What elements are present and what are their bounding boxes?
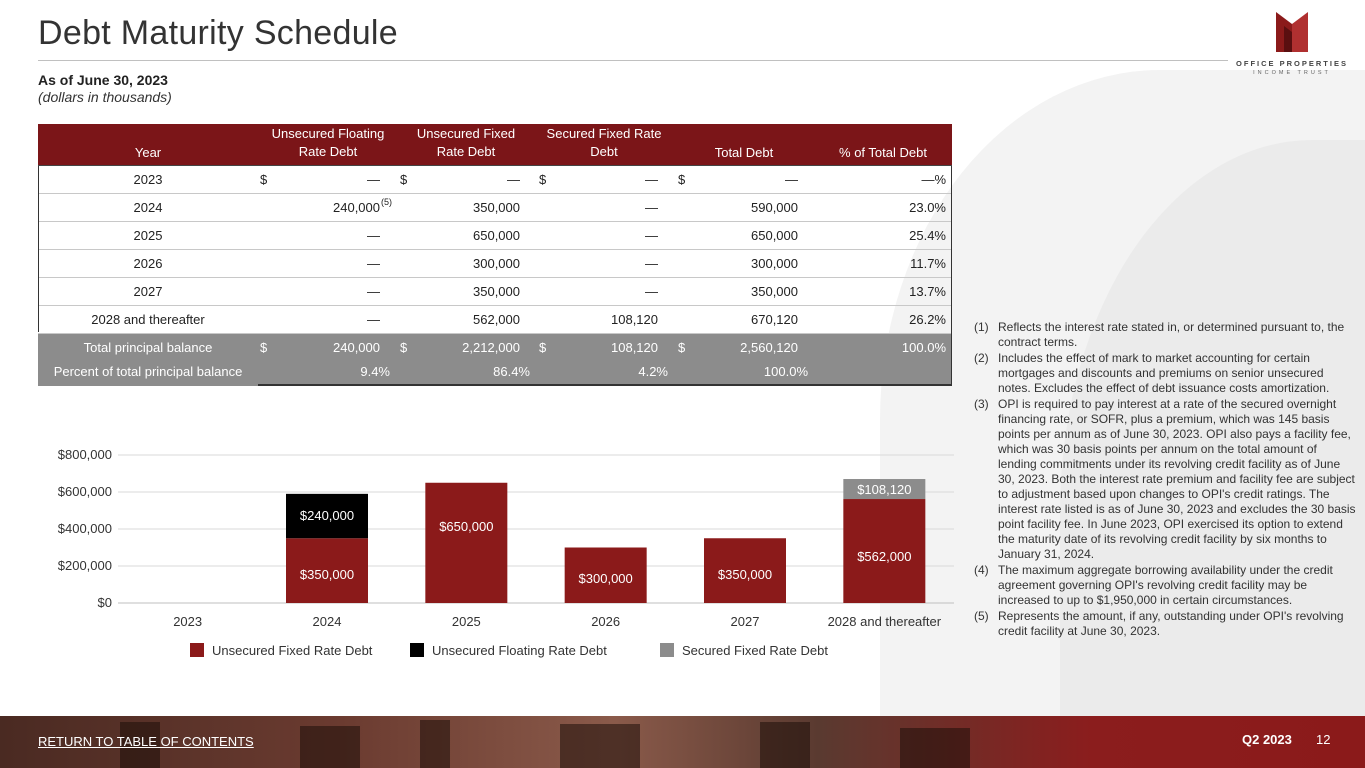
as-of-date: As of June 30, 2023 <box>38 72 168 88</box>
header-total: Total Debt <box>714 145 774 160</box>
row-pct: —% <box>921 172 946 187</box>
percent-total: 100.0% <box>763 364 808 379</box>
table-row <box>38 194 952 222</box>
row-pct: 25.4% <box>909 228 946 243</box>
footnote-text: Reflects the interest rate stated in, or determined pursuant to, the contract terms. <box>998 320 1345 349</box>
legend-swatch <box>660 643 674 657</box>
data-label: $350,000 <box>717 566 773 582</box>
footnotes <box>974 320 1358 640</box>
table-header <box>38 124 952 166</box>
footnote-number: (5) <box>974 609 989 623</box>
return-to-contents-link[interactable]: RETURN TO TABLE OF CONTENTS <box>38 734 254 749</box>
data-label: $350,000 <box>299 566 355 582</box>
table-row <box>38 278 952 306</box>
footnote-item <box>974 351 1358 396</box>
legend-swatch <box>190 643 204 657</box>
x-tick-label: 2025 <box>451 614 481 629</box>
header-year: Year <box>134 145 162 160</box>
footnote-ref: (5) <box>381 197 392 207</box>
row-total: 650,000 <box>751 228 798 243</box>
dollar-sign: $ <box>260 340 268 355</box>
company-logo <box>1232 12 1352 76</box>
table-border <box>951 166 952 384</box>
row-floating: — <box>367 256 380 271</box>
table-row <box>38 222 952 250</box>
footnote-text: Represents the amount, if any, outstanding under OPI's revolving credit facility at June 30, 2023. <box>998 609 1344 638</box>
row-total: 670,120 <box>751 312 798 327</box>
table-row <box>38 306 952 334</box>
percent-label: Percent of total principal balance <box>38 358 258 386</box>
header-pct: % of Total Debt <box>839 145 927 160</box>
row-pct: 13.7% <box>909 284 946 299</box>
row-floating: — <box>367 312 380 327</box>
x-tick-label: 2027 <box>730 614 760 629</box>
y-tick-label: $800,000 <box>57 447 112 462</box>
percent-secured: 4.2% <box>638 364 668 379</box>
row-year: 2025 <box>133 228 163 243</box>
footnote-item <box>974 397 1358 562</box>
y-tick-label: $400,000 <box>57 521 112 536</box>
row-fixed: 300,000 <box>473 256 520 271</box>
percent-row <box>38 358 952 386</box>
quarter-label: Q2 2023 <box>1242 732 1292 747</box>
row-secured: — <box>645 200 658 215</box>
table-row <box>38 250 952 278</box>
dollar-sign: $ <box>260 172 268 187</box>
row-secured: — <box>645 172 658 187</box>
total-pct: 100.0% <box>901 340 946 355</box>
dollar-sign: $ <box>678 340 686 355</box>
legend-swatch <box>410 643 424 657</box>
footnote-number: (1) <box>974 320 989 334</box>
row-secured: — <box>645 284 658 299</box>
logo-text-line1: OFFICE PROPERTIES <box>1236 59 1348 68</box>
chart-svg <box>38 440 958 680</box>
row-secured: — <box>645 228 658 243</box>
legend-label: Unsecured Fixed Rate Debt <box>212 643 373 658</box>
data-label: $108,120 <box>857 482 912 498</box>
y-tick-label: $0 <box>97 595 112 610</box>
dollar-sign: $ <box>400 172 408 187</box>
debt-maturity-chart <box>38 440 958 680</box>
bar <box>425 483 507 603</box>
x-tick-label: 2028 and thereafter <box>827 614 942 629</box>
footnote-number: (3) <box>974 397 989 411</box>
footnote-text: Includes the effect of mark to market accounting for certain mortgages and discounts and premiums on senior unsecured notes. Excludes the effect of debt issuance costs amortization. <box>998 351 1330 395</box>
row-fixed: 650,000 <box>473 228 520 243</box>
logo-mark-icon <box>1276 12 1308 52</box>
footnote-item <box>974 320 1358 350</box>
footnote-text: The maximum aggregate borrowing availability under the credit agreement governing OPI's revolving credit facility may be increased to up to $1,950,000 in certain circumstances. <box>998 563 1333 607</box>
row-fixed: 562,000 <box>473 312 520 327</box>
total-fixed: 2,212,000 <box>462 340 520 355</box>
y-tick-label: $600,000 <box>57 484 112 499</box>
row-floating: — <box>367 284 380 299</box>
percent-fixed: 86.4% <box>493 364 530 379</box>
footnote-item <box>974 609 1358 639</box>
row-floating: — <box>367 172 380 187</box>
page-number: 12 <box>1316 732 1331 747</box>
row-fixed: 350,000 <box>473 284 520 299</box>
row-pct: 26.2% <box>909 312 946 327</box>
data-label: $650,000 <box>439 518 494 534</box>
data-label: $300,000 <box>578 571 633 587</box>
dollar-sign: $ <box>400 340 408 355</box>
row-total: 300,000 <box>751 256 798 271</box>
row-pct: 23.0% <box>909 200 946 215</box>
row-floating: — <box>367 228 380 243</box>
row-year: 2023 <box>133 172 163 187</box>
row-secured: — <box>645 256 658 271</box>
row-floating: 240,000 <box>333 200 380 215</box>
units-note: (dollars in thousands) <box>38 89 172 105</box>
page-title: Debt Maturity Schedule <box>38 14 398 52</box>
table-border <box>38 166 39 332</box>
row-total: — <box>785 172 798 187</box>
data-label: $240,000 <box>299 508 355 524</box>
row-year: 2028 and thereafter <box>91 312 205 327</box>
row-secured: 108,120 <box>611 312 658 327</box>
row-year: 2027 <box>133 284 163 299</box>
dollar-sign: $ <box>539 172 547 187</box>
x-tick-label: 2024 <box>312 614 342 629</box>
footnote-text: OPI is required to pay interest at a rate of the secured overnight financing rate, or SOFR, plus a premium, which was 145 basis points per annum as of June 30, 2023. OPI also pays a facility fee, which was 30 basis points per annum on the total amount of lending commitments under its revolving credit facility as of June 30, 2023. Both the interest rate premium and facility fee are subject to adjustment based upon changes to OPI's credit ratings. The interest rate listed is as of June 30, 2023 and excludes the 30 basis point facility fee. In June 2023, OPI exercised its option to extend the maturity date of its revolving credit facility by six months to January 31, 2024. <box>998 397 1356 561</box>
row-pct: 11.7% <box>910 256 946 271</box>
row-fixed: — <box>507 172 520 187</box>
legend-label: Secured Fixed Rate Debt <box>682 643 828 658</box>
row-year: 2026 <box>133 256 163 271</box>
logo-text-line2: INCOME TRUST <box>1253 70 1331 76</box>
percent-floating: 9.4% <box>360 364 390 379</box>
footnote-item <box>974 563 1358 608</box>
row-total: 350,000 <box>751 284 798 299</box>
y-tick-label: $200,000 <box>57 558 112 573</box>
header-secured: Secured Fixed Rate Debt <box>546 126 662 159</box>
header-fixed: Unsecured Fixed Rate Debt <box>416 126 516 159</box>
total-floating: 240,000 <box>333 340 380 355</box>
row-year: 2024 <box>133 200 163 215</box>
x-tick-label: 2023 <box>173 614 203 629</box>
total-label: Total principal balance <box>83 340 213 355</box>
header-floating: Unsecured Floating Rate Debt <box>271 126 385 159</box>
x-tick-label: 2026 <box>591 614 621 629</box>
legend-label: Unsecured Floating Rate Debt <box>432 643 607 658</box>
total-total: 2,560,120 <box>740 340 798 355</box>
footnote-number: (2) <box>974 351 989 365</box>
data-label: $562,000 <box>857 549 912 565</box>
total-secured: 108,120 <box>611 340 658 355</box>
dollar-sign: $ <box>678 172 686 187</box>
dollar-sign: $ <box>539 340 547 355</box>
table-row <box>38 166 952 194</box>
title-divider <box>38 60 1228 61</box>
row-fixed: 350,000 <box>473 200 520 215</box>
row-total: 590,000 <box>751 200 798 215</box>
footnote-number: (4) <box>974 563 989 577</box>
